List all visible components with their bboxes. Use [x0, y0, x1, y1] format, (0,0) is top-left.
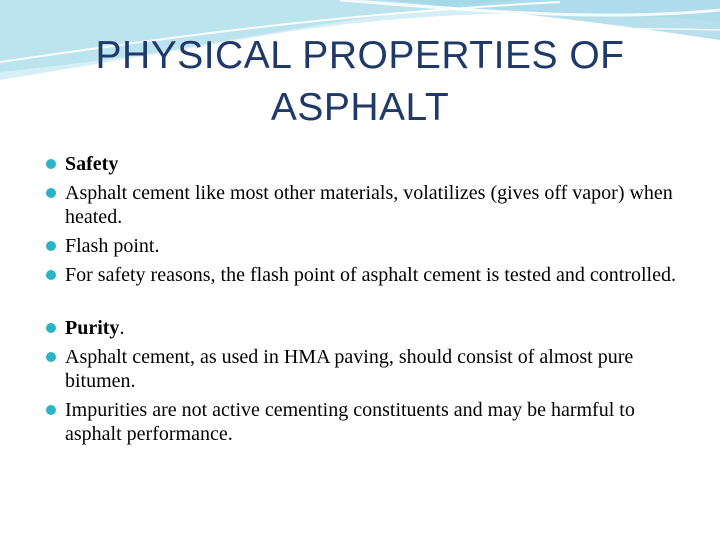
slide-body — [46, 152, 696, 451]
bullet-item-safety-reasons — [46, 263, 696, 287]
bullet-icon — [46, 241, 56, 251]
bullet-item-pure-bitumen — [46, 345, 696, 393]
bullet-text: Safety — [65, 153, 119, 175]
bullet-icon — [46, 405, 56, 415]
bullet-item-volatilizes — [46, 181, 696, 229]
slide-title-line-1: PHYSICAL PROPERTIES OF — [95, 34, 625, 77]
bullet-text: Flash point. — [65, 235, 160, 257]
bullet-icon — [46, 323, 56, 333]
slide-title-line-2: ASPHALT — [270, 86, 450, 129]
bullet-icon — [46, 352, 56, 362]
bullet-item-purity — [46, 316, 696, 340]
bullet-text: Asphalt cement, as used in HMA paving, should consist of almost pure bitumen. — [65, 346, 634, 392]
bullet-list — [46, 152, 696, 446]
bullet-item-safety — [46, 152, 696, 176]
bullet-text: For safety reasons, the flash point of asphalt cement is tested and controlled. — [65, 264, 676, 286]
slide-title — [60, 30, 660, 134]
bullet-icon — [46, 188, 56, 198]
bullet-text-suffix: . — [119, 317, 125, 339]
bullet-text: Purity — [65, 317, 120, 339]
bullet-icon — [46, 159, 56, 169]
bullet-item-flash-point — [46, 234, 696, 258]
bullet-text: Asphalt cement like most other materials, volatilizes (gives off vapor) when heated. — [65, 182, 673, 228]
bullet-item-impurities — [46, 398, 696, 446]
bullet-icon — [46, 270, 56, 280]
bullet-text: Impurities are not active cementing constituents and may be harmful to asphalt performance. — [65, 399, 635, 445]
